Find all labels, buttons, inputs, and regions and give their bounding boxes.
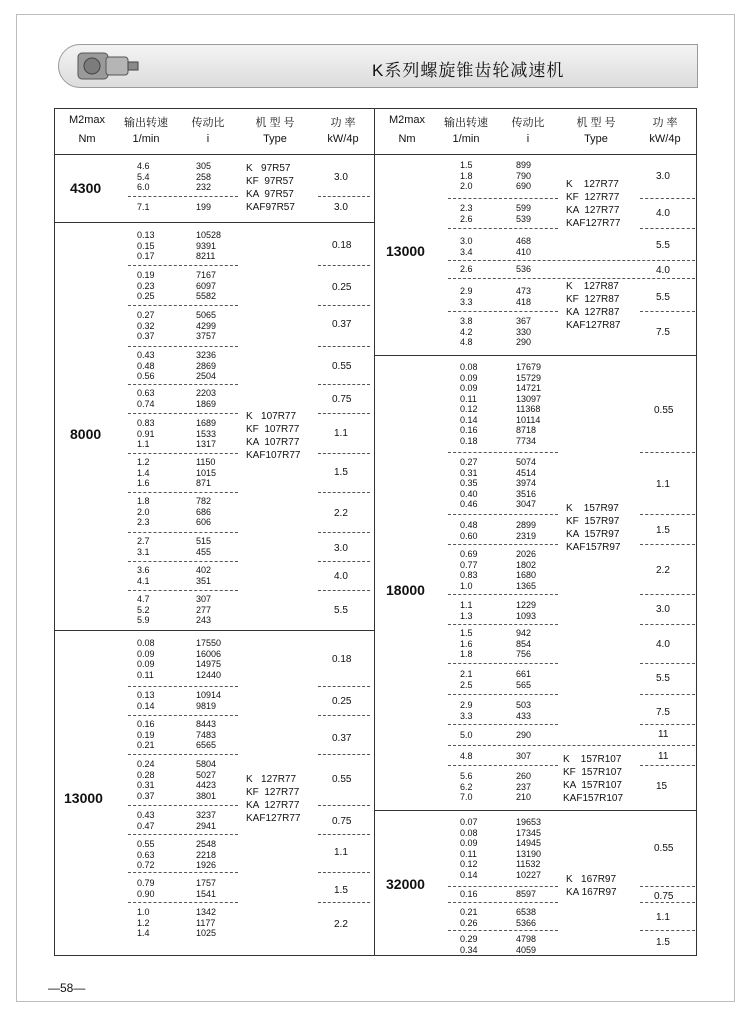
ratio-group: 19653 17345 14945 13190 11532 10227	[516, 817, 542, 880]
hdr-ratio: 传动比	[191, 117, 225, 129]
group-divider	[128, 532, 238, 533]
speed-group: 1.5 1.6 1.8	[460, 628, 473, 659]
power-value: 0.37	[332, 733, 352, 744]
speed-group: 3.0 3.4	[460, 236, 473, 257]
ratio-group: 899 790 690	[516, 160, 532, 191]
speed-group: 1.1 1.3	[460, 600, 473, 621]
ratio-group: 468 410	[516, 236, 532, 257]
group-divider	[318, 492, 370, 493]
hdr-m2max-r: M2max	[388, 114, 426, 126]
power-value: 5.5	[656, 673, 670, 684]
power-value: 3.0	[334, 202, 348, 213]
hdr-power: 功 率	[330, 117, 356, 129]
group-divider	[640, 594, 695, 595]
ratio-group: 307 277 243	[196, 594, 212, 625]
ratio-group: 503 433	[516, 700, 532, 721]
speed-group: 1.2 1.4 1.6	[137, 457, 150, 488]
speed-group: 0.08 0.09 0.09 0.11 0.12 0.14 0.16 0.18	[460, 362, 478, 446]
group-divider	[128, 265, 238, 266]
group-divider	[128, 413, 238, 414]
power-value: 7.5	[656, 327, 670, 338]
group-divider	[448, 624, 558, 625]
power-value: 0.18	[332, 240, 352, 251]
power-value: 5.5	[656, 292, 670, 303]
m2max-13000: 13000	[64, 790, 103, 806]
group-divider	[448, 311, 558, 312]
type-model: K 167R97 KA 167R97	[566, 874, 617, 898]
power-value: 5.5	[334, 605, 348, 616]
ratio-group: 1342 1177 1025	[196, 907, 217, 938]
group-divider	[640, 198, 695, 199]
group-divider	[318, 715, 370, 716]
ratio-group: 515 455	[196, 536, 212, 557]
power-value: 0.75	[332, 394, 352, 405]
hdr-power-r: 功 率	[652, 117, 678, 129]
power-value: 3.0	[656, 604, 670, 615]
type-model: K 157R97 KF 157R97 KA 157R97 KAF157R97	[566, 503, 621, 553]
hdr-type: 机 型 号	[255, 117, 295, 129]
speed-group: 0.43 0.47	[137, 810, 155, 831]
ratio-group: 290	[516, 730, 532, 740]
speed-group: 2.9 3.3	[460, 700, 473, 721]
speed-group: 0.13 0.14	[137, 690, 155, 711]
power-value: 4.0	[334, 571, 348, 582]
group-divider	[448, 260, 695, 261]
speed-group: 5.0	[460, 730, 473, 740]
hdr-m2max-unit-r: Nm	[398, 133, 416, 145]
speed-group: 2.9 3.3	[460, 286, 473, 307]
power-value: 11	[658, 729, 669, 740]
group-divider	[128, 805, 238, 806]
group-divider	[128, 384, 238, 385]
page-number: —58—	[48, 981, 86, 995]
ratio-group: 1757 1541	[196, 878, 217, 899]
hdr-type-unit-r: Type	[584, 133, 608, 145]
speed-group: 0.21 0.26	[460, 907, 478, 928]
hdr-m2max-unit: Nm	[78, 133, 96, 145]
group-divider	[318, 346, 370, 347]
speed-group: 0.79 0.90	[137, 878, 155, 899]
gear-reducer-icon	[72, 47, 142, 85]
block-divider	[54, 222, 374, 223]
ratio-group: 402 351	[196, 565, 212, 586]
group-divider	[318, 305, 370, 306]
speed-group: 0.16 0.19 0.21	[137, 719, 155, 750]
ratio-group: 3237 2941	[196, 810, 217, 831]
speed-group: 2.3 2.6	[460, 203, 473, 224]
group-divider	[128, 902, 238, 903]
group-divider	[128, 196, 238, 197]
speed-group: 1.0 1.2 1.4	[137, 907, 150, 938]
power-value: 3.0	[656, 171, 670, 182]
hdr-speed-unit-r: 1/min	[452, 133, 480, 145]
speed-group: 3.8 4.2 4.8	[460, 316, 473, 347]
speed-group: 0.07 0.08 0.09 0.11 0.12 0.14	[460, 817, 478, 880]
group-divider	[318, 805, 370, 806]
power-value: 0.25	[332, 282, 352, 293]
speed-group: 4.6 5.4 6.0	[137, 161, 150, 192]
ratio-group: 8597	[516, 889, 537, 899]
speed-group: 0.24 0.28 0.31 0.37	[137, 759, 155, 801]
speed-group: 1.5 1.8 2.0	[460, 160, 473, 191]
m2max-13000-r: 13000	[386, 243, 425, 259]
group-divider	[318, 413, 370, 414]
hdr-speed-r: 输出转速	[444, 117, 488, 129]
speed-group: 0.55 0.63 0.72	[137, 839, 155, 870]
group-divider	[448, 198, 558, 199]
group-divider	[318, 453, 370, 454]
speed-group: 4.8	[460, 751, 473, 761]
power-value: 2.2	[656, 565, 670, 576]
group-divider	[640, 452, 695, 453]
m2max-18000: 18000	[386, 582, 425, 598]
group-divider	[448, 514, 558, 515]
power-value: 4.0	[656, 208, 670, 219]
ratio-group: 367 330 290	[516, 316, 532, 347]
group-divider	[128, 754, 238, 755]
group-divider	[128, 715, 238, 716]
power-value: 1.1	[334, 428, 348, 439]
speed-group: 5.6 6.2 7.0	[460, 771, 473, 802]
group-divider	[640, 930, 695, 931]
ratio-group: 1689 1533 1317	[196, 418, 217, 449]
group-divider	[448, 228, 558, 229]
table-center-divider	[374, 108, 375, 956]
hdr-ratio-unit-r: i	[526, 133, 530, 145]
speed-group: 0.27 0.32 0.37	[137, 310, 155, 341]
ratio-group: 1150 1015 871	[196, 457, 217, 488]
speed-group: 0.08 0.09 0.09 0.11	[137, 638, 155, 680]
ratio-group: 942 854 756	[516, 628, 532, 659]
ratio-group: 2548 2218 1926	[196, 839, 217, 870]
power-value: 15	[656, 781, 668, 792]
ratio-group: 536	[516, 264, 532, 274]
group-divider	[640, 544, 695, 545]
group-divider	[128, 872, 238, 873]
speed-group: 0.19 0.23 0.25	[137, 270, 155, 301]
ratio-group: 661 565	[516, 669, 532, 690]
group-divider	[448, 724, 558, 725]
power-value: 2.2	[334, 919, 348, 930]
speed-group: 2.1 2.5	[460, 669, 473, 690]
power-value: 2.2	[334, 508, 348, 519]
banner-title: K系列螺旋锥齿轮减速机	[372, 61, 565, 80]
group-divider	[128, 453, 238, 454]
group-divider	[128, 590, 238, 591]
power-value: 1.5	[334, 885, 348, 896]
power-value: 1.5	[334, 467, 348, 478]
type-model: K 107R77 KF 107R77 KA 107R77 KAF107R77	[246, 411, 301, 461]
hdr-ratio-unit: i	[206, 133, 210, 145]
power-value: 0.75	[332, 816, 352, 827]
group-divider	[640, 902, 695, 903]
group-divider	[640, 624, 695, 625]
speed-group: 4.7 5.2 5.9	[137, 594, 150, 625]
ratio-group: 305 258 232	[196, 161, 212, 192]
speed-group: 0.16	[460, 889, 478, 899]
power-value: 1.1	[334, 847, 348, 858]
group-divider	[640, 694, 695, 695]
group-divider	[640, 514, 695, 515]
speed-group: 0.48 0.60	[460, 520, 478, 541]
group-divider	[448, 663, 558, 664]
group-divider	[640, 311, 695, 312]
ratio-group: 307	[516, 751, 532, 761]
group-divider	[448, 694, 558, 695]
power-value: 0.37	[332, 319, 352, 330]
ratio-group: 8443 7483 6565	[196, 719, 217, 750]
group-divider	[318, 265, 370, 266]
speed-group: 1.8 2.0 2.3	[137, 496, 150, 527]
group-divider	[448, 902, 558, 903]
group-divider	[128, 686, 238, 687]
m2max-4300: 4300	[70, 180, 102, 196]
ratio-group: 10914 9819	[196, 690, 222, 711]
group-divider	[448, 278, 695, 279]
block-divider	[374, 355, 697, 356]
ratio-group: 2203 1869	[196, 388, 217, 409]
speed-group: 2.6	[460, 264, 473, 274]
group-divider	[318, 902, 370, 903]
power-value: 0.18	[332, 654, 352, 665]
power-value: 7.5	[656, 707, 670, 718]
ratio-group: 199	[196, 202, 212, 212]
group-divider	[128, 346, 238, 347]
m2max-32000: 32000	[386, 876, 425, 892]
group-divider	[448, 930, 558, 931]
power-value: 0.25	[332, 696, 352, 707]
ratio-group: 5804 5027 4423 3801	[196, 759, 217, 801]
type-model: K 127R77 KF 127R77 KA 127R77 KAF127R77	[246, 774, 301, 824]
header-divider	[54, 154, 697, 155]
ratio-group: 599 539	[516, 203, 532, 224]
ratio-group: 7167 6097 5582	[196, 270, 217, 301]
speed-group: 0.69 0.77 0.83 1.0	[460, 549, 478, 591]
speed-group: 0.27 0.31 0.35 0.40 0.46	[460, 457, 478, 509]
ratio-group: 2899 2319	[516, 520, 537, 541]
group-divider	[318, 686, 370, 687]
group-divider	[318, 834, 370, 835]
ratio-group: 5074 4514 3974 3516 3047	[516, 457, 537, 509]
group-divider	[448, 765, 558, 766]
group-divider	[318, 384, 370, 385]
group-divider	[128, 492, 238, 493]
group-divider	[128, 834, 238, 835]
ratio-group: 782 686 606	[196, 496, 212, 527]
ratio-group: 473 418	[516, 286, 532, 307]
power-value: 1.5	[656, 937, 670, 948]
hdr-speed: 输出转速	[124, 117, 168, 129]
power-value: 1.1	[656, 479, 670, 490]
ratio-group: 5065 4299 3757	[196, 310, 217, 341]
group-divider	[640, 765, 695, 766]
speed-group: 0.83 0.91 1.1	[137, 418, 155, 449]
ratio-group: 1229 1093	[516, 600, 537, 621]
type-model: K 157R107 KF 157R107 KA 157R107 KAF157R107	[563, 754, 624, 804]
power-value: 4.0	[656, 265, 670, 276]
ratio-group: 3236 2869 2504	[196, 350, 217, 381]
group-divider	[448, 544, 558, 545]
ratio-group: 260 237 210	[516, 771, 532, 802]
hdr-type-unit: Type	[263, 133, 287, 145]
ratio-group: 2026 1802 1680 1365	[516, 549, 537, 591]
speed-group: 7.1	[137, 202, 150, 212]
type-model: K 127R77 KF 127R77 KA 127R77 KAF127R77	[566, 179, 621, 229]
group-divider	[448, 452, 558, 453]
hdr-m2max: M2max	[68, 114, 106, 126]
ratio-group: 4798 4059	[516, 934, 537, 955]
power-value: 0.55	[332, 774, 352, 785]
power-value: 4.0	[656, 639, 670, 650]
group-divider	[318, 590, 370, 591]
group-divider	[640, 886, 695, 887]
power-value: 11	[658, 751, 669, 762]
group-divider	[448, 886, 558, 887]
ratio-group: 17679 15729 14721 13097 11368 10114 8718 7734	[516, 362, 542, 446]
group-divider	[318, 196, 370, 197]
power-value: 0.55	[332, 361, 352, 372]
speed-group: 0.43 0.48 0.56	[137, 350, 155, 381]
hdr-power-unit: kW/4p	[327, 133, 359, 145]
hdr-ratio-r: 传动比	[511, 117, 545, 129]
type-model: K 97R57 KF 97R57 KA 97R57 KAF97R57	[246, 163, 295, 213]
block-divider	[54, 630, 374, 631]
group-divider	[640, 228, 695, 229]
power-value: 3.0	[334, 543, 348, 554]
group-divider	[448, 745, 695, 746]
speed-group: 2.7 3.1	[137, 536, 150, 557]
group-divider	[128, 561, 238, 562]
group-divider	[318, 754, 370, 755]
hdr-speed-unit: 1/min	[132, 133, 160, 145]
power-value: 1.1	[656, 912, 670, 923]
speed-group: 0.13 0.15 0.17	[137, 230, 155, 261]
type-model: K 127R87 KF 127R87 KA 127R87 KAF127R87	[566, 281, 621, 331]
ratio-group: 6538 5366	[516, 907, 537, 928]
power-value: 0.55	[654, 843, 674, 854]
block-divider	[374, 810, 697, 811]
group-divider	[318, 561, 370, 562]
speed-group: 3.6 4.1	[137, 565, 150, 586]
group-divider	[128, 305, 238, 306]
group-divider	[318, 872, 370, 873]
group-divider	[640, 724, 695, 725]
group-divider	[448, 594, 558, 595]
power-value: 0.75	[654, 891, 674, 902]
speed-group: 0.29 0.34	[460, 934, 478, 955]
group-divider	[640, 663, 695, 664]
power-value: 5.5	[656, 240, 670, 251]
hdr-power-unit-r: kW/4p	[649, 133, 681, 145]
speed-group: 0.63 0.74	[137, 388, 155, 409]
power-value: 1.5	[656, 525, 670, 536]
ratio-group: 10528 9391 8211	[196, 230, 222, 261]
group-divider	[318, 532, 370, 533]
hdr-type-r: 机 型 号	[576, 117, 616, 129]
power-value: 0.55	[654, 405, 674, 416]
m2max-8000: 8000	[70, 426, 102, 442]
ratio-group: 17550 16006 14975 12440	[196, 638, 222, 680]
power-value: 3.0	[334, 172, 348, 183]
